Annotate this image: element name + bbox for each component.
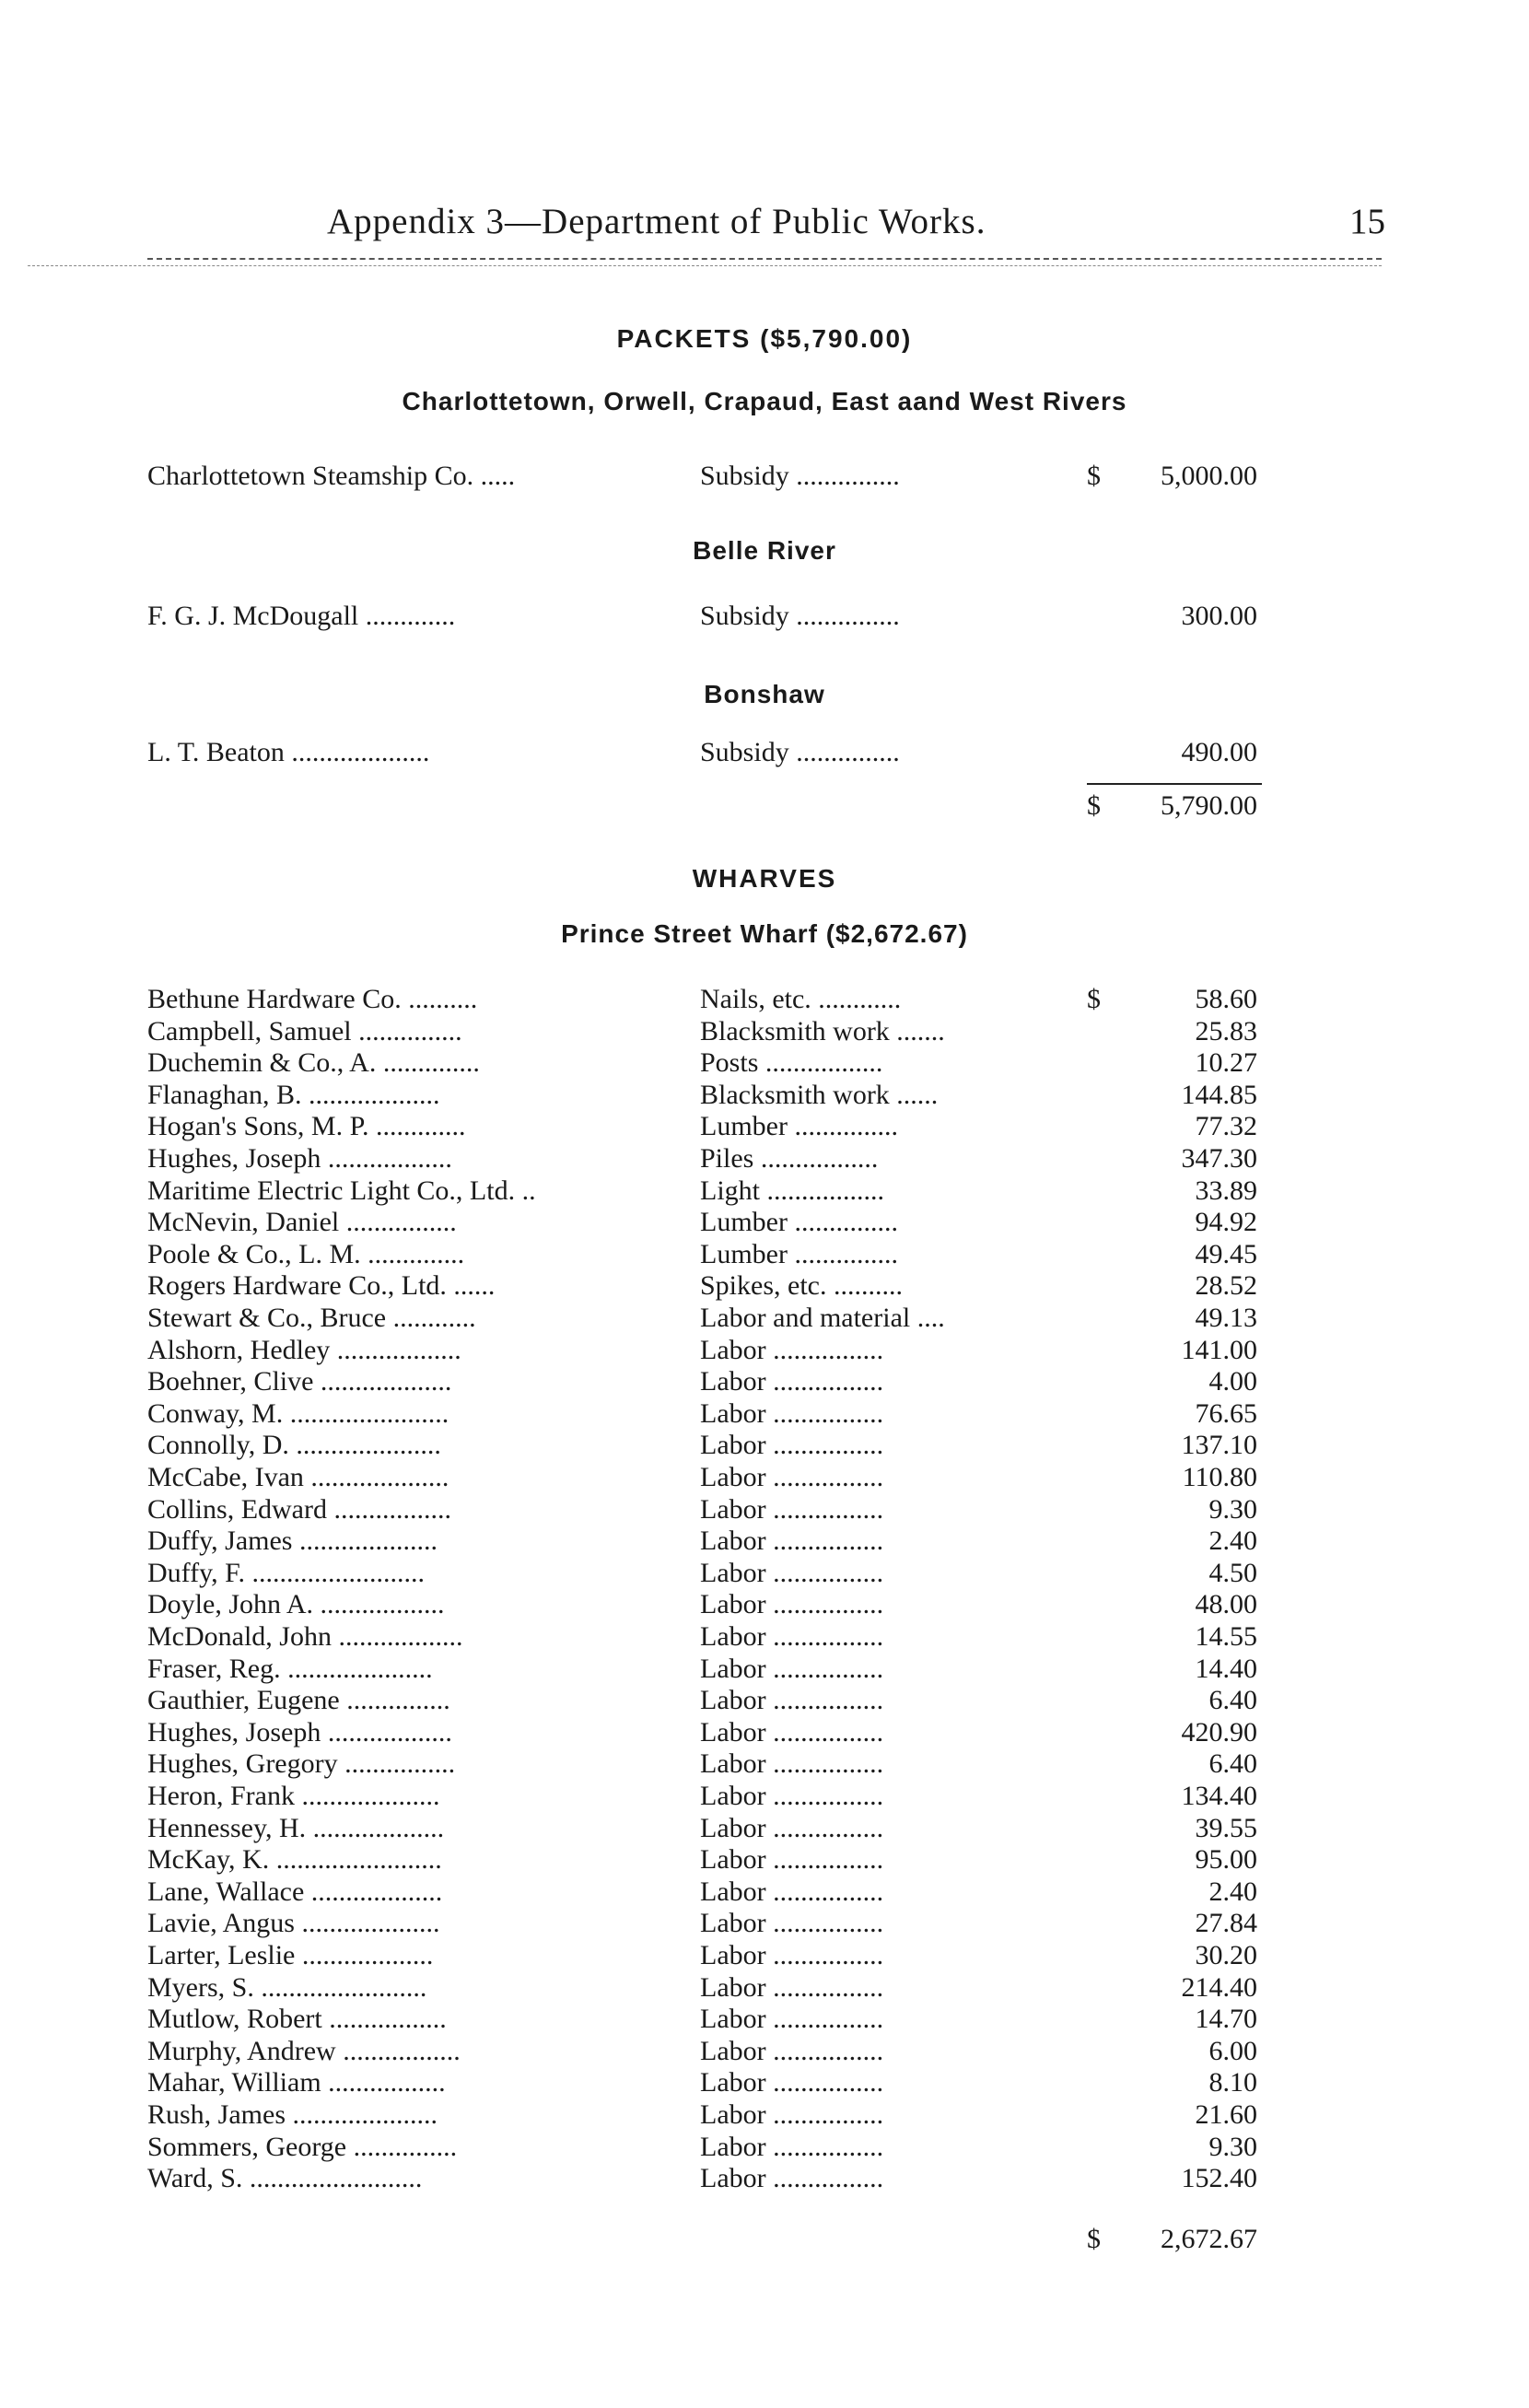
payment-amount: 152.40 <box>1181 2163 1257 2194</box>
payment-item: Labor ................ <box>700 1621 884 1652</box>
payment-item: Labor ................ <box>700 2035 884 2066</box>
packets-group-3-title: Bonshaw <box>704 680 825 708</box>
payment-amount: 39.55 <box>1195 1812 1257 1843</box>
payment-item: Labor ................ <box>700 1334 884 1365</box>
dollar-sign: $ <box>1087 461 1101 491</box>
ledger-row <box>0 1844 1529 1876</box>
dollar-sign: $ <box>1087 2224 1101 2254</box>
payee-name: F. G. J. McDougall ............. <box>147 601 456 631</box>
payee-name: McDonald, John .................. <box>147 1621 463 1652</box>
payment-amount: 347.30 <box>1181 1143 1257 1174</box>
payment-amount: 48.00 <box>1195 1589 1257 1620</box>
ledger-row <box>0 1748 1529 1780</box>
payee-name: Sommers, George ............... <box>147 2131 458 2162</box>
payment-item: Labor ................ <box>700 1844 884 1876</box>
payee-name: McNevin, Daniel ................ <box>147 1207 457 1238</box>
dollar-sign: $ <box>1087 984 1101 1014</box>
payment-item: Labor ................ <box>700 1366 884 1397</box>
payee-name: Conway, M. ....................... <box>147 1397 449 1429</box>
payment-amount: 137.10 <box>1181 1430 1257 1461</box>
payee-name: Lane, Wallace ................... <box>147 1876 443 1907</box>
ledger-row <box>0 1685 1529 1716</box>
payment-amount: 134.40 <box>1181 1781 1257 1811</box>
payment-item: Labor ................ <box>700 1525 884 1557</box>
payment-item: Labor ................ <box>700 1557 884 1588</box>
ledger-row <box>0 1717 1529 1748</box>
payee-name: Flanaghan, B. ................... <box>147 1079 440 1110</box>
payment-item: Labor ................ <box>700 1653 884 1684</box>
payee-name: Boehner, Clive ................... <box>147 1366 452 1397</box>
payment-amount: 9.30 <box>1208 1493 1257 1525</box>
ledger-row <box>0 1940 1529 1971</box>
payment-item: Labor ................ <box>700 1397 884 1429</box>
payment-amount: 95.00 <box>1195 1844 1257 1876</box>
packets-group-1-title: Charlottetown, Orwell, Crapaud, East aand West Rivers <box>402 387 1127 415</box>
payment-amount: 10.27 <box>1195 1047 1257 1079</box>
payee-name: Fraser, Reg. ..................... <box>147 1653 433 1684</box>
payment-item: Lumber ............... <box>700 1207 898 1238</box>
ledger-row <box>0 2132 1529 2163</box>
payment-item: Labor ................ <box>700 1685 884 1716</box>
ledger-row <box>0 1239 1529 1270</box>
payee-name: Murphy, Andrew ................. <box>147 2035 461 2066</box>
payee-name: Hughes, Gregory ................ <box>147 1748 456 1780</box>
payment-amount: 49.45 <box>1195 1238 1257 1269</box>
payee-name: Hughes, Joseph .................. <box>147 1143 452 1174</box>
payment-item: Subsidy ............... <box>700 601 900 631</box>
ledger-row <box>0 1781 1529 1812</box>
payment-amount: 28.52 <box>1195 1270 1257 1302</box>
payment-amount: 14.55 <box>1195 1621 1257 1652</box>
ledger-row <box>0 1972 1529 2004</box>
payment-amount: 14.70 <box>1195 2004 1257 2035</box>
payment-amount: 58.60 <box>1195 984 1257 1014</box>
payee-name: Duffy, F. ......................... <box>147 1557 425 1588</box>
payment-amount: 94.92 <box>1195 1207 1257 1238</box>
payment-item: Labor ................ <box>700 1940 884 1970</box>
payment-amount: 420.90 <box>1181 1716 1257 1748</box>
payment-item: Labor ................ <box>700 2163 884 2194</box>
payee-name: Rogers Hardware Co., Ltd. ...... <box>147 1270 496 1302</box>
payment-amount: 141.00 <box>1181 1334 1257 1365</box>
payment-item: Labor ................ <box>700 2099 884 2130</box>
payee-name: Maritime Electric Light Co., Ltd. .. <box>147 1175 536 1206</box>
payment-item: Spikes, etc. .......... <box>700 1270 903 1302</box>
payment-item: Labor ................ <box>700 2004 884 2035</box>
payment-item: Labor ................ <box>700 1748 884 1780</box>
ledger-row <box>0 1494 1529 1525</box>
payment-amount: 6.00 <box>1208 2035 1257 2066</box>
payee-name: Campbell, Samuel ............... <box>147 1015 462 1046</box>
payment-amount: 9.30 <box>1208 2131 1257 2162</box>
payee-name: Myers, S. ........................ <box>147 1971 427 2003</box>
payee-name: Doyle, John A. .................. <box>147 1589 445 1620</box>
wharves-total <box>1087 2218 1262 2255</box>
total-amount: 2,672.67 <box>1161 2224 1257 2254</box>
payment-amount: 144.85 <box>1181 1079 1257 1110</box>
payment-amount: 300.00 <box>1181 601 1257 631</box>
ledger-row <box>0 1462 1529 1493</box>
page-header <box>0 192 1529 256</box>
ledger-row <box>0 2163 1529 2194</box>
packets-row <box>0 461 1529 492</box>
ledger-row <box>0 1654 1529 1685</box>
ledger-row <box>0 1525 1529 1557</box>
payment-item: Labor ................ <box>700 1876 884 1907</box>
ledger-row <box>0 2067 1529 2098</box>
payee-name: Mutlow, Robert ................. <box>147 2004 447 2035</box>
payee-name: Stewart & Co., Bruce ............ <box>147 1303 476 1333</box>
payment-item: Posts ................. <box>700 1047 883 1079</box>
ledger-row <box>0 1908 1529 1939</box>
ledger-row <box>0 1175 1529 1207</box>
payee-name: McCabe, Ivan .................... <box>147 1462 449 1492</box>
packets-total <box>1087 783 1262 822</box>
payee-name: McKay, K. ........................ <box>147 1844 442 1876</box>
payee-name: Connolly, D. ..................... <box>147 1430 441 1461</box>
payment-item: Labor ................ <box>700 1430 884 1461</box>
ledger-row <box>0 1303 1529 1334</box>
payment-item: Piles ................. <box>700 1143 879 1174</box>
payment-amount: 49.13 <box>1195 1303 1257 1333</box>
ledger-row <box>0 1430 1529 1461</box>
payment-item: Lumber ............... <box>700 1111 898 1142</box>
ledger-row <box>0 1813 1529 1844</box>
ledger-row <box>0 1047 1529 1079</box>
payment-amount: 4.50 <box>1208 1557 1257 1588</box>
payment-amount: 2.40 <box>1208 1525 1257 1557</box>
header-rule <box>147 258 1382 260</box>
payment-item: Subsidy ............... <box>700 461 900 491</box>
wharves-subheading: Prince Street Wharf ($2,672.67) <box>561 919 968 948</box>
payee-name: Larter, Leslie ................... <box>147 1940 434 1970</box>
ledger-row <box>0 1207 1529 1238</box>
payment-item: Labor and material .... <box>700 1303 945 1333</box>
payment-item: Labor ................ <box>700 1493 884 1525</box>
payment-amount: 5,000.00 <box>1161 461 1257 491</box>
payment-item: Light ................. <box>700 1175 884 1206</box>
payee-name: Bethune Hardware Co. .......... <box>147 984 478 1014</box>
packets-group-2-title: Belle River <box>693 536 836 565</box>
total-amount: 5,790.00 <box>1161 790 1257 821</box>
payment-item: Labor ................ <box>700 1812 884 1843</box>
payment-amount: 77.32 <box>1195 1111 1257 1142</box>
payment-amount: 214.40 <box>1181 1971 1257 2003</box>
payment-amount: 25.83 <box>1195 1015 1257 1046</box>
payee-name: Mahar, William ................. <box>147 2067 446 2098</box>
ledger-row <box>0 1080 1529 1111</box>
payment-item: Labor ................ <box>700 2067 884 2098</box>
ledger-row <box>0 2036 1529 2067</box>
payment-item: Labor ................ <box>700 1589 884 1620</box>
payee-name: Collins, Edward ................. <box>147 1493 451 1525</box>
payee-name: Ward, S. ......................... <box>147 2163 423 2194</box>
ledger-row <box>0 984 1529 1015</box>
payment-amount: 110.80 <box>1182 1462 1257 1492</box>
payment-item: Blacksmith work ...... <box>700 1079 939 1110</box>
payee-name: Gauthier, Eugene ............... <box>147 1685 450 1716</box>
payee-name: Hogan's Sons, M. P. ............. <box>147 1111 466 1142</box>
payment-amount: 4.00 <box>1208 1366 1257 1397</box>
payment-amount: 27.84 <box>1195 1908 1257 1939</box>
header-rule-secondary <box>28 265 1382 266</box>
payee-name: Charlottetown Steamship Co. ..... <box>147 461 516 491</box>
ledger-row <box>0 1270 1529 1302</box>
payment-amount: 2.40 <box>1208 1876 1257 1907</box>
payment-amount: 76.65 <box>1195 1397 1257 1429</box>
payment-amount: 21.60 <box>1195 2099 1257 2130</box>
payment-amount: 6.40 <box>1208 1685 1257 1716</box>
payee-name: Alshorn, Hedley .................. <box>147 1334 461 1365</box>
ledger-row <box>0 1398 1529 1430</box>
ledger-row <box>0 1111 1529 1142</box>
payment-amount: 8.10 <box>1208 2067 1257 2098</box>
ledger-row <box>0 1876 1529 1908</box>
payment-item: Labor ................ <box>700 1462 884 1492</box>
payee-name: Hughes, Joseph .................. <box>147 1716 452 1748</box>
ledger-row <box>0 1366 1529 1397</box>
payment-item: Labor ................ <box>700 1908 884 1939</box>
payment-item: Nails, etc. ............ <box>700 984 902 1014</box>
page-title: Appendix 3—Department of Public Works. <box>327 202 986 241</box>
payment-item: Labor ................ <box>700 2131 884 2162</box>
payment-amount: 490.00 <box>1181 737 1257 767</box>
packets-row <box>0 737 1529 768</box>
ledger-row <box>0 1143 1529 1175</box>
payment-amount: 6.40 <box>1208 1748 1257 1780</box>
dollar-sign: $ <box>1087 790 1101 821</box>
packets-row <box>0 601 1529 632</box>
payee-name: Duchemin & Co., A. .............. <box>147 1047 480 1079</box>
payee-name: Heron, Frank .................... <box>147 1781 440 1811</box>
page-number: 15 <box>1349 202 1385 241</box>
payment-item: Blacksmith work ....... <box>700 1015 945 1046</box>
payee-name: Lavie, Angus .................... <box>147 1908 440 1939</box>
ledger-row <box>0 1558 1529 1589</box>
ledger-row <box>0 1335 1529 1366</box>
payment-item: Labor ................ <box>700 1781 884 1811</box>
payee-name: Poole & Co., L. M. .............. <box>147 1238 465 1269</box>
payment-amount: 14.40 <box>1195 1653 1257 1684</box>
wharves-heading: WHARVES <box>692 864 837 893</box>
payment-amount: 30.20 <box>1195 1940 1257 1970</box>
packets-heading: PACKETS ($5,790.00) <box>616 324 913 353</box>
payment-item: Labor ................ <box>700 1716 884 1748</box>
ledger-row <box>0 2099 1529 2131</box>
ledger-row <box>0 2004 1529 2035</box>
payee-name: Hennessey, H. ................... <box>147 1812 445 1843</box>
payment-item: Subsidy ............... <box>700 737 900 767</box>
payee-name: Duffy, James .................... <box>147 1525 438 1557</box>
payee-name: L. T. Beaton .................... <box>147 737 430 767</box>
payment-item: Labor ................ <box>700 1971 884 2003</box>
ledger-row <box>0 1016 1529 1047</box>
payment-amount: 33.89 <box>1195 1175 1257 1206</box>
ledger-row <box>0 1621 1529 1653</box>
payment-item: Lumber ............... <box>700 1238 898 1269</box>
payee-name: Rush, James ..................... <box>147 2099 438 2130</box>
ledger-row <box>0 1589 1529 1620</box>
